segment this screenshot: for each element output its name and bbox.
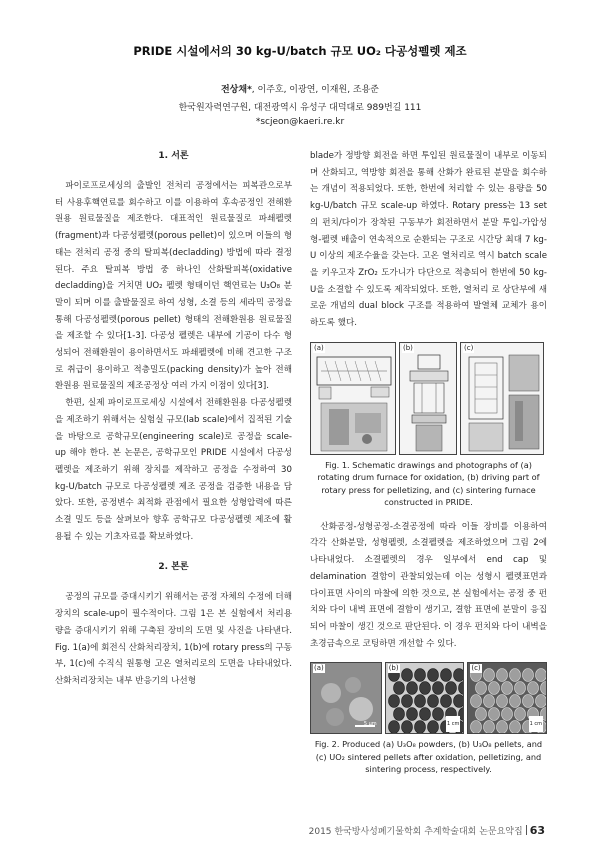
- pellet-shape: [406, 682, 417, 695]
- pellet-shape: [414, 695, 425, 708]
- pellet-shape: [510, 695, 521, 708]
- pellet-shape: [427, 695, 438, 708]
- figure-2-label-a: (a): [314, 664, 324, 673]
- pellet-shape: [536, 695, 547, 708]
- pellet-shape: [502, 708, 513, 721]
- pellet-shape: [541, 682, 547, 695]
- figure-2-caption: Fig. 2. Produced (a) U₃O₈ powders, (b) U₃O₈ pellets, and (c) UO₂ sintered pellets after oxidation, pelletizing, and sintering process, respectively.: [314, 739, 543, 775]
- pellet-shape: [453, 669, 464, 682]
- page-number: 63: [529, 824, 545, 837]
- figure-2-panel-b: [385, 662, 465, 734]
- pellet-shape: [432, 682, 443, 695]
- pellet-shape: [401, 669, 412, 682]
- pellet-shape: [440, 695, 451, 708]
- left-column: [55, 148, 292, 725]
- pellet-shape: [388, 721, 399, 734]
- main-paragraph-1: 공정의 규모를 증대시키기 위해서는 공정 자체의 수정에 더해 장치의 scale-up이 필수적이다. 그림 1은 본 실험에서 처리용량을 증대시키기 위해 구축된 장비의 도면 및 사진을 나타낸다. Fig. 1(a)에 회전식 산화처리장치, 1(b)에 rotary press의 구동부, 1(c)에 수직식 원통형 고온 열처리로의 도면을 나타내었다. 산화처리장치는 내부 반응기의 나선형: [55, 592, 292, 686]
- pellet-shape: [489, 708, 500, 721]
- figure-1-panel-a: [310, 342, 396, 455]
- pellet-shape: [432, 708, 443, 721]
- figure-2-scalebar-a: 5 μm: [363, 720, 377, 727]
- figure-2-label-c: (c): [471, 664, 481, 673]
- pellet-shape: [515, 708, 526, 721]
- pellet-shape: [453, 695, 464, 708]
- pellet-shape: [393, 708, 404, 721]
- pellet-shape: [440, 669, 451, 682]
- conference-name: 2015 한국방사성폐기물학회 추계학술대회 논문요약집: [308, 827, 523, 837]
- pellet-shape: [510, 669, 521, 682]
- figure-2-label-b: (b): [388, 664, 399, 673]
- main-heading: 2. 본론: [158, 562, 189, 573]
- pellet-shape: [523, 695, 534, 708]
- intro-paragraph-1: 파이로프로세싱의 출발인 전처리 공정에서는 피복관으로부터 사용후핵연료를 회수하고 이를 이용하여 후속공정인 전해환원용 원료물질을 제조한다. 대표적인 원료물질로 파쇄펠렛(fragment)과 다공성펠렛(porous pellet)이 있으며 이들의 형태는 전처리 공정 중의 탈피복(decladding) 방법에 따라 결정된다. 주요 탈피복 방법 중 하나인 산화탈피복(oxidative decladding)을 거치면 UO₂ 펠렛 형태이던 핵연료는 U₃O₈ 분말이 되며 이를 출발물질로 하여 성형, 소결 등의 세라믹 공정을 통해 다공성펠렛(porous pellet) 형태의 전해환원용 원료물질을 제조할 수 있다[1-3]. 다공성 펠렛은 내부에 기공이 다수 형성되어 전해환원이 용이하면서도 파쇄펠렛에 비해 견고한 구조로 취급이 용이하고 적층밀도(packing density)가 높아 전해환원용 원료물질의 제조공정상 여러 가지 이점이 있다[3].: [55, 181, 292, 392]
- author-line: [0, 82, 600, 95]
- intro-heading: 1. 서론: [158, 151, 189, 161]
- pellet-shape: [476, 682, 487, 695]
- figure-2-scalebar-c: 1 cm: [529, 716, 543, 733]
- pellet-shape: [484, 721, 495, 734]
- rotary-drum-furnace-drawing: [311, 343, 396, 455]
- intro-paragraph-2: 한편, 실제 파이로프로세싱 시설에서 전해환원용 다공성펠렛을 제조하기 위해서는 실험실 규모(lab scale)에서 집적된 기술을 바탕으로 공학규모(engineering scale)로 공정을 scale-up 해야 한다. 본 논문은, 공학규모인 PRIDE 시설에서 다공성펠렛을 제조하기 위해 장치를 제작하고 공정을 수정하여 30 kg-U/batch 규모로 다공성펠렛 제조 공정을 검증한 내용을 담았다. 또한, 공정변수 최적화 관점에서 필요한 성형압력에 따른 소결 밀도 등을 살펴보아 향후 공학규모 다공성펠렛 제조에 활용될 수 있는 기초자료를 확보하였다.: [55, 398, 292, 542]
- pellet-shape: [414, 669, 425, 682]
- rotary-press-drawing: [400, 343, 457, 455]
- paper-title: PRIDE 시설에서의 30 kg-U/batch 규모 UO₂ 다공성펠렛 제조: [133, 44, 467, 58]
- main-paragraph-2: 산화공정-성형공정-소결공정에 따라 이들 장비를 이용하여 각각 산화분말, 성형펠렛, 소결펠렛을 제조하였으며 그림 2에 나타내었다. 소결펠렛의 경우 일부에서 end cap 및 delamination 결함이 관찰되었는데 이는 성형시 펠렛표면과 다이표면 사이의 마찰에 의한 것으로, 본 실험에서는 공정 중 펀치와 다이 내벽 표면에 결함이 생기고, 결함 표면에 분말이 응집되어 마찰이 생긴 것으로 판단된다. 이 경우 펀치와 다이 내벽을 초경금속으로 코팅하면 개선할 수 있다.: [310, 521, 547, 649]
- pellet-shape: [445, 682, 456, 695]
- figure-1-panel-c: [460, 342, 544, 455]
- pellet-shape: [528, 682, 539, 695]
- pellet-shape: [484, 695, 495, 708]
- figure-2: [310, 662, 547, 734]
- pellet-shape: [484, 669, 495, 682]
- pellet-shape: [510, 721, 521, 734]
- figure-1-caption: Fig. 1. Schematic drawings and photographs of (a) rotating drum furnace for oxidation, (b) driving part of rotary press for pelletizing, and (c) sintering furnace constructed in PRIDE.: [317, 459, 540, 508]
- right-column: [310, 148, 547, 786]
- pellet-shape: [419, 708, 430, 721]
- pellet-shape: [388, 695, 399, 708]
- figure-2-panel-a: [310, 662, 382, 734]
- pellet-shape: [497, 721, 508, 734]
- figure-1: [310, 342, 547, 455]
- pellet-shape: [502, 682, 513, 695]
- footer-divider: [526, 825, 527, 835]
- figure-2-panel-c: [467, 662, 547, 734]
- coauthors: , 이주호, 이광연, 이재원, 조용준: [251, 85, 379, 95]
- pellet-shape: [419, 682, 430, 695]
- pellet-shape: [489, 682, 500, 695]
- figure-2-scalebar-b: 1 cm: [446, 716, 460, 733]
- figure-1-label-a: (a): [314, 343, 324, 352]
- page-footer: [309, 824, 545, 837]
- sintering-furnace-drawing: [461, 343, 544, 455]
- figure-1-panel-b: [399, 342, 457, 455]
- pellet-shape: [458, 682, 464, 695]
- author-email: *scjeon@kaeri.re.kr: [255, 117, 345, 127]
- pellet-shape: [523, 669, 534, 682]
- pellet-shape: [427, 721, 438, 734]
- main-paragraph-1-cont: blade가 정방향 회전을 하면 투입된 원료물질이 내부로 이동되며 산화되고, 역방향 회전을 통해 산화가 완료된 분말을 회수하는 개념이 적용되었다. 또한, 한번에 처리할 수 있는 용량을 50 kg-U/batch 규모 scale-up 하였다. Rotary press는 13 set의 펀치/다이가 장착된 구동부가 회전하면서 분말 투입-가압성형-펠렛 배출이 연속적으로 순환되는 구조로 시간당 최대 7 kg-U 이상의 제조수율을 갖는다. 고온 열처리로 역시 batch scale을 키우고자 ZrO₂ 도가니가 다단으로 적층되어 한번에 50 kg-U을 소결할 수 있도록 제작되었다. 또한, 열처리 로 상단부에 새로운 개념의 dual block 구조를 적용하여 발열체 교체가 용이하도록 했다.: [310, 151, 547, 329]
- pellet-shape: [401, 695, 412, 708]
- pellet-shape: [497, 695, 508, 708]
- pellet-shape: [471, 721, 482, 734]
- pellet-shape: [515, 682, 526, 695]
- pellet-shape: [427, 669, 438, 682]
- affiliation: 한국원자력연구원, 대전광역시 유성구 대덕대로 989번길 111: [178, 103, 422, 113]
- lead-author: 전상채*: [220, 85, 252, 95]
- pellet-shape: [497, 669, 508, 682]
- figure-1-label-c: (c): [464, 343, 474, 352]
- pellet-shape: [414, 721, 425, 734]
- pellet-shape: [536, 669, 547, 682]
- pellet-shape: [393, 682, 404, 695]
- pellet-shape: [471, 695, 482, 708]
- pellet-shape: [401, 721, 412, 734]
- figure-1-label-b: (b): [403, 343, 413, 352]
- pellet-shape: [476, 708, 487, 721]
- pellet-shape: [406, 708, 417, 721]
